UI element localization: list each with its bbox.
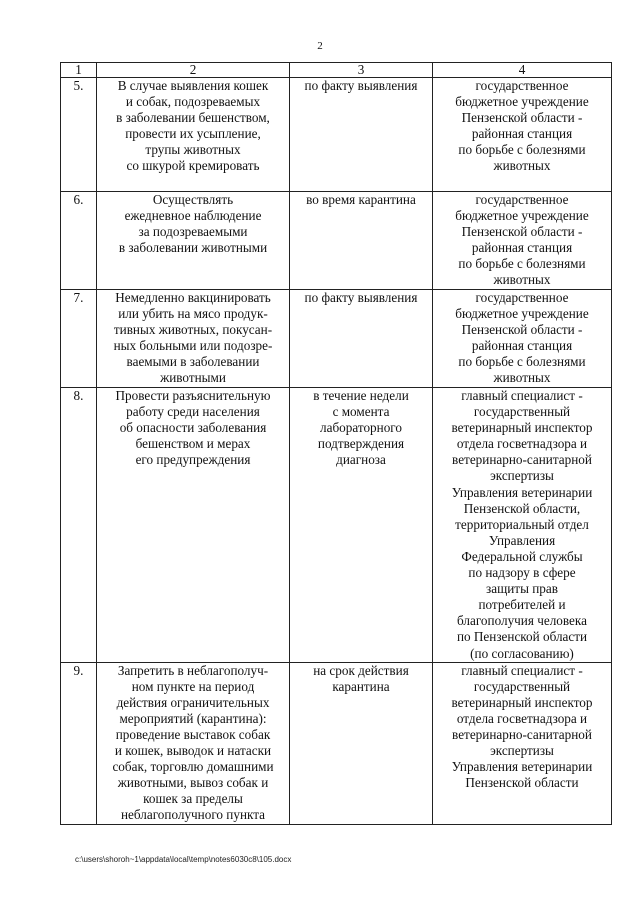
- row-number: 7.: [61, 290, 97, 388]
- header-col-4: 4: [433, 63, 612, 78]
- table-row: [61, 290, 612, 388]
- measure-cell: Осуществлять ежедневное наблюдение за подозреваемыми в заболевании животными: [97, 192, 290, 290]
- table-row: [61, 388, 612, 663]
- deadline-cell: по факту выявления: [290, 290, 433, 388]
- row-number: 6.: [61, 192, 97, 290]
- row-number: 9.: [61, 662, 97, 824]
- deadline-cell: в течение недели с момента лабораторного подтверждения диагноза: [290, 388, 433, 663]
- responsible-cell: государственное бюджетное учреждение Пензенской области - районная станция по борьбе с болезнями животных: [433, 192, 612, 290]
- measure-cell: Запретить в неблагополуч- ном пункте на период действия ограничительных мероприятий (карантина): проведение выставок собак и кошек, выводок и натаски собак, торговлю домашними животными, вывоз собак и кошек за пределы неблагополучного пункта: [97, 662, 290, 824]
- header-col-2: 2: [97, 63, 290, 78]
- table-row: [61, 78, 612, 192]
- measure-cell: В случае выявления кошек и собак, подозреваемых в заболевании бешенством, провести их усыпление, трупы животных со шкурой кремировать: [97, 78, 290, 192]
- table-row: [61, 192, 612, 290]
- deadline-cell: по факту выявления: [290, 78, 433, 192]
- responsible-cell: государственное бюджетное учреждение Пензенской области - районная станция по борьбе с болезнями животных: [433, 78, 612, 192]
- responsible-cell: главный специалист - государственный ветеринарный инспектор отдела госветнадзора и ветеринарно-санитарной экспертизы Управления ветеринарии Пензенской области: [433, 662, 612, 824]
- measures-table: [60, 62, 612, 825]
- header-row: [61, 63, 612, 78]
- table-row: [61, 662, 612, 824]
- deadline-cell: на срок действия карантина: [290, 662, 433, 824]
- file-path-footer: c:\users\shoroh~1\appdata\local\temp\notes6030c8\105.docx: [75, 855, 292, 864]
- row-number: 5.: [61, 78, 97, 192]
- header-col-1: 1: [61, 63, 97, 78]
- deadline-cell: во время карантина: [290, 192, 433, 290]
- measure-cell: Провести разъяснительную работу среди населения об опасности заболевания бешенством и мерах его предупреждения: [97, 388, 290, 663]
- row-number: 8.: [61, 388, 97, 663]
- header-col-3: 3: [290, 63, 433, 78]
- responsible-cell: государственное бюджетное учреждение Пензенской области - районная станция по борьбе с болезнями животных: [433, 290, 612, 388]
- measure-cell: Немедленно вакцинировать или убить на мясо продук- тивных животных, покусан- ных больными или подозре- ваемыми в заболевании животными: [97, 290, 290, 388]
- responsible-cell: главный специалист - государственный ветеринарный инспектор отдела госветнадзора и ветеринарно-санитарной экспертизы Управления ветеринарии Пензенской области, территориальный отдел Управления Федеральной службы по надзору в сфере защиты прав потребителей и благополучия человека по Пензенской области (по согласованию): [433, 388, 612, 663]
- page-number: 2: [317, 40, 323, 52]
